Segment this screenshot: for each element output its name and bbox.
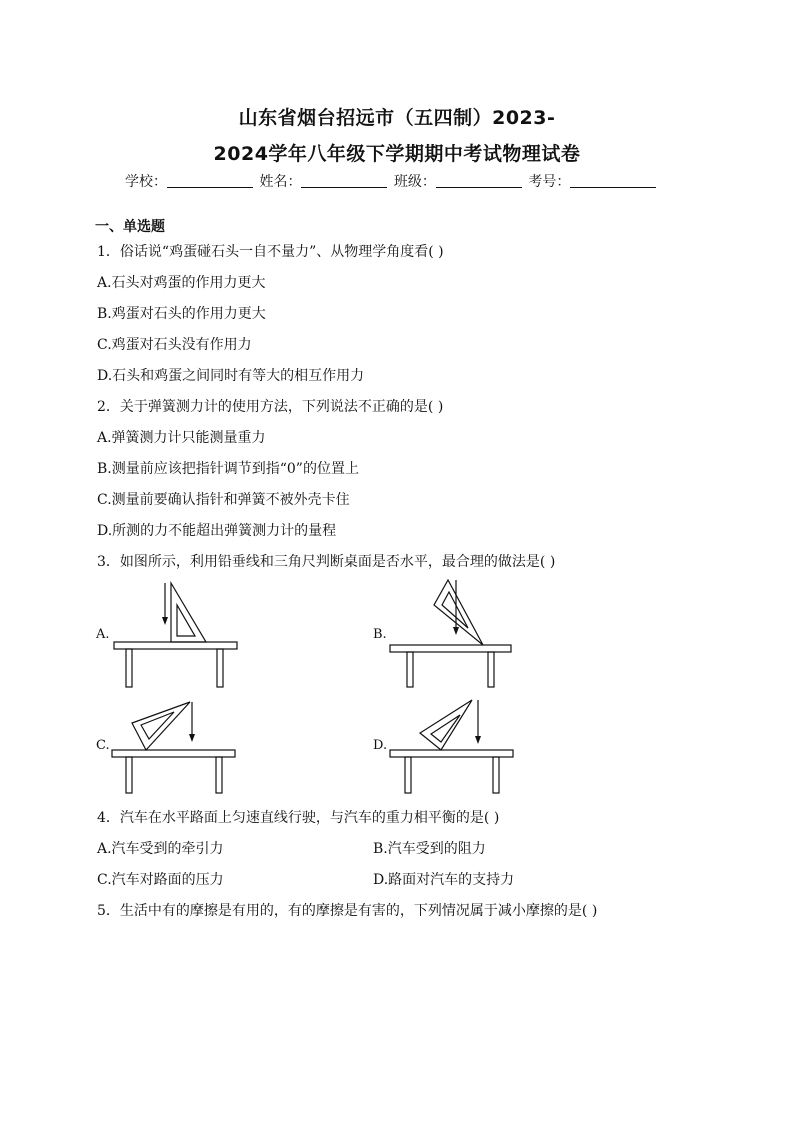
- table-leg-right: [488, 652, 494, 687]
- school-blank[interactable]: [167, 173, 253, 188]
- table-top: [112, 750, 235, 757]
- table-top: [390, 645, 511, 652]
- question-1-option-b: B.鸡蛋对石头的作用力更大: [97, 306, 266, 322]
- figure-b-label: B.: [373, 627, 387, 642]
- figure-a-table-diagram: [108, 575, 248, 690]
- question-3-stem: 3．如图所示，利用铅垂线和三角尺判断桌面是否水平，最合理的做法是( ): [97, 554, 556, 570]
- school-label: 学校：: [125, 174, 167, 190]
- figure-a-label: A.: [96, 627, 110, 642]
- table-top: [114, 642, 237, 649]
- figure-c-table-diagram: [108, 690, 248, 800]
- section-heading: 一、单选题: [95, 219, 165, 235]
- table-leg-right: [217, 649, 223, 687]
- plumb-bob: [475, 736, 481, 744]
- class-label: 班级：: [393, 174, 436, 190]
- question-1-option-a: A.石头对鸡蛋的作用力更大: [97, 275, 266, 291]
- student-info-row: [125, 171, 658, 191]
- question-4-option-a: A.汽车受到的牵引力: [97, 841, 224, 857]
- table-leg-right: [216, 757, 222, 793]
- plumb-bob: [162, 617, 168, 625]
- table-leg-right: [493, 757, 499, 793]
- triangle-ruler-inner: [177, 605, 195, 636]
- document-title-line-1: 山东省烟台招远市（五四制）2023-: [238, 107, 556, 129]
- question-5-stem: 5．生活中有的摩擦是有用的，有的摩擦是有害的，下列情况属于减小摩擦的是( ): [97, 903, 598, 919]
- question-4-stem: 4．汽车在水平路面上匀速直线行驶，与汽车的重力相平衡的是( ): [97, 810, 500, 826]
- figure-c-label: C.: [96, 738, 110, 753]
- figure-b-table-diagram: [386, 575, 526, 690]
- question-4-option-d: D.路面对汽车的支持力: [373, 872, 515, 888]
- table-leg-left: [407, 652, 413, 687]
- exam-number-blank[interactable]: [570, 173, 656, 188]
- question-1-option-d: D.石头和鸡蛋之间同时有等大的相互作用力: [97, 368, 365, 384]
- triangle-ruler-inner: [431, 715, 460, 742]
- question-2-stem: 2．关于弹簧测力计的使用方法，下列说法不正确的是( ): [97, 399, 444, 415]
- exam-number-label: 考号：: [528, 174, 571, 190]
- question-2-option-c: C.测量前要确认指针和弹簧不被外壳卡住: [97, 492, 350, 508]
- question-2-option-d: D.所测的力不能超出弹簧测力计的量程: [97, 523, 337, 539]
- figure-d-table-diagram: [386, 690, 526, 800]
- question-2-option-b: B.测量前应该把指针调节到指“0”的位置上: [97, 461, 359, 477]
- document-title-line-2: 2024学年八年级下学期期中考试物理试卷: [213, 143, 581, 165]
- name-label: 姓名：: [259, 174, 302, 190]
- triangle-ruler: [420, 700, 472, 750]
- table-leg-left: [405, 757, 411, 793]
- table-leg-left: [126, 757, 132, 793]
- plumb-bob: [189, 734, 195, 742]
- name-blank[interactable]: [301, 173, 387, 188]
- triangle-ruler: [434, 580, 483, 645]
- question-1-stem: 1．俗话说“鸡蛋碰石头一自不量力”、从物理学角度看( ): [97, 244, 444, 260]
- question-2-option-a: A.弹簧测力计只能测量重力: [97, 430, 266, 446]
- class-blank[interactable]: [436, 173, 522, 188]
- triangle-ruler: [171, 583, 206, 642]
- table-leg-left: [126, 649, 132, 687]
- figure-d-label: D.: [373, 738, 388, 753]
- table-top: [390, 750, 513, 757]
- question-1-option-c: C.鸡蛋对石头没有作用力: [97, 337, 252, 353]
- question-4-option-b: B.汽车受到的阻力: [373, 841, 486, 857]
- question-4-option-c: C.汽车对路面的压力: [97, 872, 224, 888]
- plumb-bob: [453, 627, 459, 635]
